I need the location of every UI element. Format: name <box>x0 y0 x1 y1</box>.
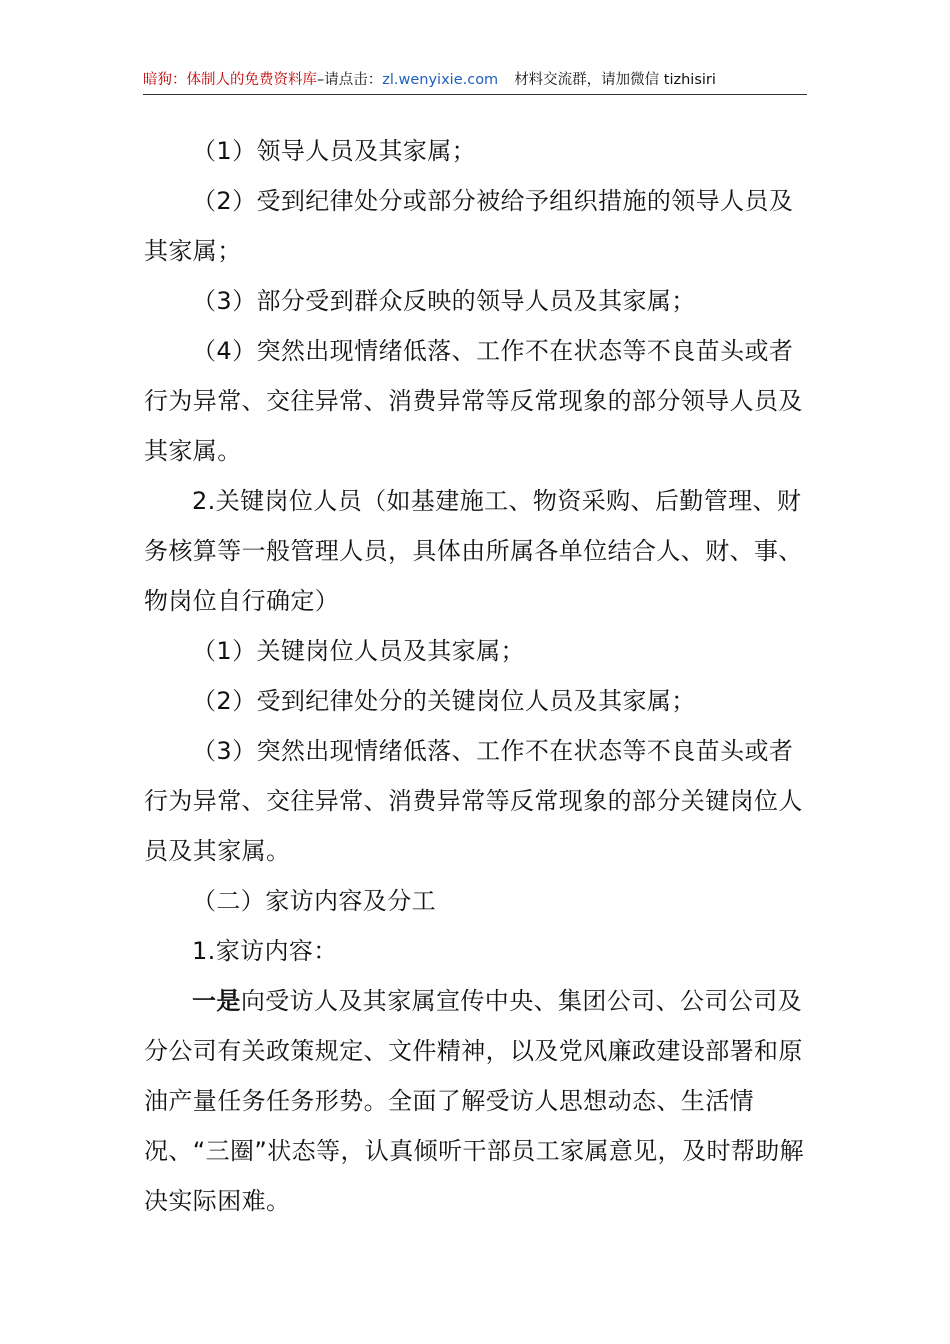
header-url-link[interactable]: zl.wenyixie.com <box>382 72 499 88</box>
header-wechat-note: 材料交流群，请加微信 tizhisiri <box>514 72 716 88</box>
paragraph-7: （2）受到纪律处分的关键岗位人员及其家属； <box>192 687 696 715</box>
paragraph-1: （1）领导人员及其家属； <box>192 137 477 165</box>
paragraph-3: （3）部分受到群众反映的领导人员及其家属； <box>192 287 696 315</box>
paragraph-6: （1）关键岗位人员及其家属； <box>192 637 525 665</box>
bold-lead: 一是 <box>192 987 241 1015</box>
header-click-prefix: –请点击： <box>317 72 383 88</box>
paragraph-content-text: 向受访人及其家属宣传中央、集团公司、公司公司及分公司有关政策规定、文件精神，以及党风廉政建设部署和原油产量任务任务形势。全面了解受访人思想动态、生活情况、“三圈”状态等，认真倾听干部员工家属意见，及时帮助解决实际困难。 <box>144 987 805 1215</box>
paragraph-2: （2）受到纪律处分或部分被给予组织措施的领导人员及其家属； <box>144 187 794 265</box>
header-site-name: 暗狗：体制人的免费资料库 <box>143 72 317 88</box>
paragraph-content <box>144 976 808 1226</box>
subsection-heading: 1.家访内容： <box>192 937 338 965</box>
section-heading: （二）家访内容及分工 <box>192 887 436 915</box>
paragraph-4: （4）突然出现情绪低落、工作不在状态等不良苗头或者行为异常、交往异常、消费异常等反常现象的部分领导人员及其家属。 <box>144 337 803 465</box>
page-header <box>143 66 807 95</box>
paragraph-8: （3）突然出现情绪低落、工作不在状态等不良苗头或者行为异常、交往异常、消费异常等反常现象的部分关键岗位人员及其家属。 <box>144 737 803 865</box>
paragraph-5: 2.关键岗位人员（如基建施工、物资采购、后勤管理、财务核算等一般管理人员，具体由所属各单位结合人、财、事、物岗位自行确定） <box>144 487 803 615</box>
